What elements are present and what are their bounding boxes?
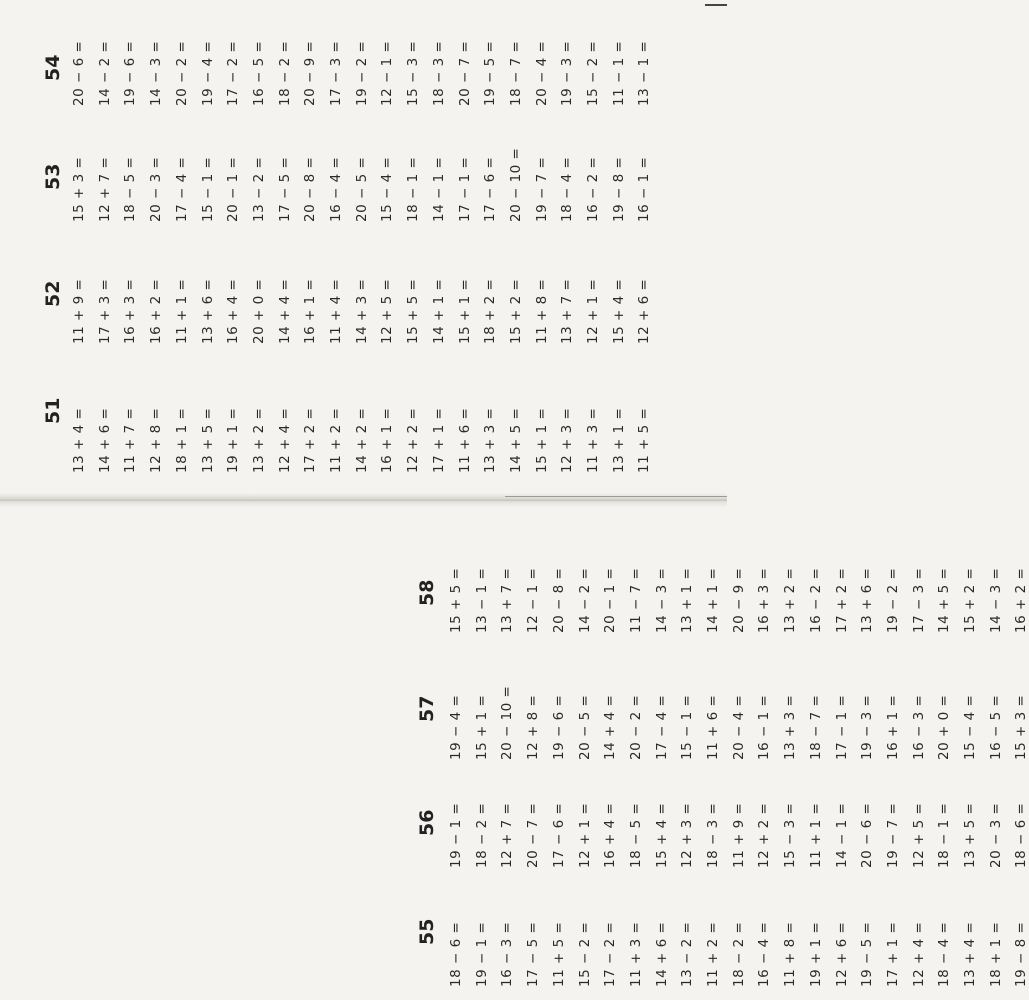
- problem-item: 16 − 2 =: [585, 156, 601, 222]
- problem-item: 20 − 4 =: [533, 40, 550, 106]
- problem-item: 11 + 8 =: [533, 278, 550, 344]
- problem-item: 15 + 3 =: [1013, 694, 1029, 760]
- problem-item: 16 − 3 =: [910, 694, 927, 760]
- problem-item: 14 + 5 =: [507, 407, 524, 473]
- problem-item: 12 + 2 =: [756, 802, 773, 868]
- problem-item: 15 + 3 =: [71, 156, 87, 222]
- problem-item: 18 − 2 =: [473, 802, 490, 868]
- problem-item: 11 + 7 =: [122, 407, 139, 473]
- problem-item: 16 − 5 =: [250, 40, 267, 106]
- problem-item: 16 − 4 =: [328, 156, 344, 222]
- problem-item: 12 + 7 =: [96, 156, 113, 222]
- problem-item: 15 + 1 =: [473, 694, 490, 760]
- problem-item: 19 − 5 =: [482, 40, 499, 106]
- problem-item: 16 − 1 =: [756, 694, 773, 760]
- problem-item: 16 + 1 =: [379, 407, 396, 473]
- problem-item: 20 − 5 =: [576, 694, 593, 760]
- problem-item: 19 − 1 =: [448, 802, 464, 868]
- problem-item: 16 + 3 =: [122, 278, 139, 344]
- problem-item: 16 + 1 =: [302, 278, 319, 344]
- problem-item: 11 + 1 =: [173, 278, 190, 344]
- problem-item: 17 − 4 =: [173, 156, 190, 222]
- problem-item: 13 + 7 =: [559, 278, 576, 344]
- problem-item: 15 − 3 =: [782, 802, 799, 868]
- problem-item: 14 − 2 =: [96, 40, 113, 106]
- problem-item: 11 + 9 =: [71, 278, 87, 344]
- problem-item: 19 + 1 =: [807, 921, 824, 987]
- problem-item: 16 + 2 =: [148, 278, 165, 344]
- problem-item: 11 + 6 =: [705, 694, 721, 760]
- problem-item: 15 − 4 =: [379, 156, 396, 222]
- problem-item: 15 + 2 =: [507, 278, 524, 344]
- problem-item: 15 − 2 =: [576, 921, 593, 987]
- problem-item: 14 + 6 =: [653, 921, 670, 987]
- problem-item: 12 + 5 =: [379, 278, 396, 344]
- problem-item: 13 − 2 =: [250, 156, 267, 222]
- problem-item: 13 − 2 =: [679, 921, 696, 987]
- problem-item: 14 + 1 =: [705, 567, 721, 633]
- problem-item: 17 − 6 =: [550, 802, 567, 868]
- problem-item: 18 − 1 =: [936, 802, 953, 868]
- problem-item: 13 + 5 =: [199, 407, 216, 473]
- problem-item: 13 + 2 =: [250, 407, 267, 473]
- problem-item: 15 + 5 =: [448, 567, 464, 633]
- problem-item: 18 + 2 =: [482, 278, 499, 344]
- problem-item: 13 + 6 =: [199, 278, 216, 344]
- problem-item: 18 − 4 =: [936, 921, 953, 987]
- problem-item: 19 − 2 =: [353, 40, 370, 106]
- problem-item: 20 − 9 =: [302, 40, 319, 106]
- problem-item: 12 + 2 =: [405, 407, 422, 473]
- problem-item: 13 + 5 =: [962, 802, 978, 868]
- exercise-number-57: 57: [416, 695, 438, 722]
- problem-item: 12 + 3 =: [559, 407, 576, 473]
- problem-item: 18 − 1 =: [405, 156, 422, 222]
- problem-item: 18 − 6 =: [1013, 802, 1029, 868]
- problem-item: 16 − 1 =: [636, 156, 653, 222]
- problem-item: 16 + 1 =: [884, 694, 901, 760]
- problem-item: 17 − 5 =: [276, 156, 293, 222]
- problem-item: 11 + 9 =: [730, 802, 747, 868]
- problem-item: 11 + 6 =: [456, 407, 473, 473]
- problem-item: 18 − 6 =: [448, 921, 464, 987]
- problem-item: 14 + 4 =: [276, 278, 293, 344]
- problem-item: 19 − 6 =: [122, 40, 139, 106]
- problem-item: 12 + 5 =: [910, 802, 927, 868]
- problem-item: 19 − 7 =: [884, 802, 901, 868]
- problem-item: 20 − 2 =: [627, 694, 644, 760]
- problem-item: 11 − 1 =: [610, 40, 627, 106]
- problem-item: 17 + 2 =: [833, 567, 850, 633]
- problem-item: 16 − 4 =: [756, 921, 773, 987]
- problem-item: 11 + 3 =: [627, 921, 644, 987]
- problem-item: 19 − 1 =: [473, 921, 490, 987]
- problem-item: 20 − 4 =: [730, 694, 747, 760]
- problem-item: 20 − 2 =: [173, 40, 190, 106]
- problem-item: 17 − 3 =: [328, 40, 344, 106]
- problem-item: 18 − 5 =: [122, 156, 139, 222]
- problem-item: 19 − 6 =: [550, 694, 567, 760]
- problem-item: 17 + 1 =: [884, 921, 901, 987]
- problem-item: 12 + 6 =: [833, 921, 850, 987]
- problem-item: 19 − 8 =: [1013, 921, 1029, 987]
- problem-item: 11 − 7 =: [627, 567, 644, 633]
- fold-edge-line: [505, 496, 727, 497]
- exercise-number-53: 53: [42, 163, 64, 190]
- problem-item: 13 + 4 =: [962, 921, 978, 987]
- problem-item: 11 + 3 =: [585, 407, 601, 473]
- problem-item: 16 + 4 =: [225, 278, 242, 344]
- problem-item: 20 − 6 =: [71, 40, 87, 106]
- problem-item: 14 + 2 =: [353, 407, 370, 473]
- problem-item: 11 + 5 =: [550, 921, 567, 987]
- problem-item: 20 + 0 =: [250, 278, 267, 344]
- problem-item: 16 − 3 =: [499, 921, 516, 987]
- problem-item: 17 + 2 =: [302, 407, 319, 473]
- problem-item: 15 − 2 =: [585, 40, 601, 106]
- problem-item: 15 + 4 =: [610, 278, 627, 344]
- problem-item: 11 + 8 =: [782, 921, 799, 987]
- problem-item: 20 − 10 =: [499, 685, 516, 760]
- problem-item: 20 − 7 =: [525, 802, 542, 868]
- problem-item: 11 + 5 =: [636, 407, 653, 473]
- problem-item: 13 − 1 =: [473, 567, 490, 633]
- problem-item: 14 + 1 =: [430, 278, 447, 344]
- problem-item: 16 + 4 =: [602, 802, 619, 868]
- problem-item: 16 − 5 =: [987, 694, 1004, 760]
- problem-item: 18 + 1 =: [173, 407, 190, 473]
- problem-item: 12 + 8 =: [525, 694, 542, 760]
- problem-item: 20 − 9 =: [730, 567, 747, 633]
- problem-item: 15 + 1 =: [456, 278, 473, 344]
- problem-item: 11 + 2 =: [705, 921, 721, 987]
- problem-item: 16 + 2 =: [1013, 567, 1029, 633]
- problem-item: 20 − 7 =: [456, 40, 473, 106]
- problem-item: 20 + 0 =: [936, 694, 953, 760]
- problem-item: 14 + 6 =: [96, 407, 113, 473]
- problem-item: 20 − 6 =: [859, 802, 876, 868]
- problem-item: 14 − 3 =: [653, 567, 670, 633]
- problem-item: 20 − 1 =: [602, 567, 619, 633]
- problem-item: 13 + 4 =: [71, 407, 87, 473]
- problem-item: 17 − 6 =: [482, 156, 499, 222]
- problem-item: 19 − 4 =: [448, 694, 464, 760]
- problem-item: 19 − 4 =: [199, 40, 216, 106]
- problem-item: 19 + 1 =: [225, 407, 242, 473]
- problem-item: 12 − 1 =: [379, 40, 396, 106]
- problem-item: 12 + 1 =: [576, 802, 593, 868]
- problem-item: 17 + 1 =: [430, 407, 447, 473]
- corner-mark: [705, 4, 727, 6]
- problem-item: 20 − 3 =: [148, 156, 165, 222]
- problem-item: 13 + 3 =: [482, 407, 499, 473]
- exercise-number-52: 52: [42, 280, 64, 307]
- problem-item: 19 − 5 =: [859, 921, 876, 987]
- problem-item: 12 + 6 =: [636, 278, 653, 344]
- problem-item: 18 − 7 =: [807, 694, 824, 760]
- problem-item: 20 − 3 =: [987, 802, 1004, 868]
- problem-item: 11 + 4 =: [328, 278, 344, 344]
- problem-item: 17 − 5 =: [525, 921, 542, 987]
- problem-item: 16 + 3 =: [756, 567, 773, 633]
- problem-item: 11 + 1 =: [807, 802, 824, 868]
- problem-item: 19 − 7 =: [533, 156, 550, 222]
- problem-item: 15 + 4 =: [653, 802, 670, 868]
- problem-item: 11 + 2 =: [328, 407, 344, 473]
- problem-item: 12 + 1 =: [585, 278, 601, 344]
- problem-item: 13 + 2 =: [782, 567, 799, 633]
- problem-item: 18 − 5 =: [627, 802, 644, 868]
- problem-item: 13 − 1 =: [636, 40, 653, 106]
- problem-item: 13 + 6 =: [859, 567, 876, 633]
- problem-item: 17 − 2 =: [225, 40, 242, 106]
- problem-item: 12 + 3 =: [679, 802, 696, 868]
- problem-item: 18 − 2 =: [730, 921, 747, 987]
- problem-item: 15 − 4 =: [962, 694, 978, 760]
- problem-item: 12 + 7 =: [499, 802, 516, 868]
- exercise-number-51: 51: [42, 397, 64, 424]
- exercise-number-55: 55: [416, 918, 438, 945]
- problem-item: 12 + 4 =: [910, 921, 927, 987]
- problem-item: 14 + 3 =: [353, 278, 370, 344]
- problem-item: 15 + 5 =: [405, 278, 422, 344]
- problem-item: 14 − 1 =: [430, 156, 447, 222]
- problem-item: 13 + 7 =: [499, 567, 516, 633]
- problem-item: 18 − 7 =: [507, 40, 524, 106]
- problem-item: 12 + 8 =: [148, 407, 165, 473]
- problem-item: 20 − 10 =: [507, 147, 524, 222]
- problem-item: 12 + 4 =: [276, 407, 293, 473]
- problem-item: 17 − 1 =: [456, 156, 473, 222]
- problem-item: 17 + 3 =: [96, 278, 113, 344]
- problem-item: 16 − 2 =: [807, 567, 824, 633]
- problem-item: 17 − 4 =: [653, 694, 670, 760]
- problem-item: 19 − 8 =: [610, 156, 627, 222]
- problem-item: 18 − 2 =: [276, 40, 293, 106]
- problem-item: 13 + 1 =: [679, 567, 696, 633]
- problem-item: 19 − 2 =: [884, 567, 901, 633]
- problem-item: 19 − 3 =: [559, 40, 576, 106]
- problem-item: 12 − 1 =: [525, 567, 542, 633]
- problem-item: 14 − 3 =: [148, 40, 165, 106]
- problem-item: 17 − 3 =: [910, 567, 927, 633]
- problem-item: 13 + 3 =: [782, 694, 799, 760]
- problem-item: 20 − 8 =: [550, 567, 567, 633]
- problem-item: 13 + 1 =: [610, 407, 627, 473]
- problem-item: 20 − 8 =: [302, 156, 319, 222]
- problem-item: 20 − 1 =: [225, 156, 242, 222]
- problem-item: 15 + 1 =: [533, 407, 550, 473]
- problem-item: 14 − 3 =: [987, 567, 1004, 633]
- problem-item: 17 − 1 =: [833, 694, 850, 760]
- problem-item: 18 + 1 =: [987, 921, 1004, 987]
- problem-item: 14 + 4 =: [602, 694, 619, 760]
- problem-item: 17 − 2 =: [602, 921, 619, 987]
- problem-item: 18 − 4 =: [559, 156, 576, 222]
- problem-item: 14 − 2 =: [576, 567, 593, 633]
- problem-item: 14 + 5 =: [936, 567, 953, 633]
- problem-item: 15 − 3 =: [405, 40, 422, 106]
- problem-item: 15 + 2 =: [962, 567, 978, 633]
- problem-item: 18 − 3 =: [430, 40, 447, 106]
- problem-item: 15 − 1 =: [679, 694, 696, 760]
- problem-item: 14 − 1 =: [833, 802, 850, 868]
- problem-item: 19 − 3 =: [859, 694, 876, 760]
- exercise-number-56: 56: [416, 809, 438, 836]
- exercise-number-54: 54: [42, 54, 64, 81]
- problem-item: 15 − 1 =: [199, 156, 216, 222]
- exercise-number-58: 58: [416, 579, 438, 606]
- problem-item: 20 − 5 =: [353, 156, 370, 222]
- problem-item: 18 − 3 =: [705, 802, 721, 868]
